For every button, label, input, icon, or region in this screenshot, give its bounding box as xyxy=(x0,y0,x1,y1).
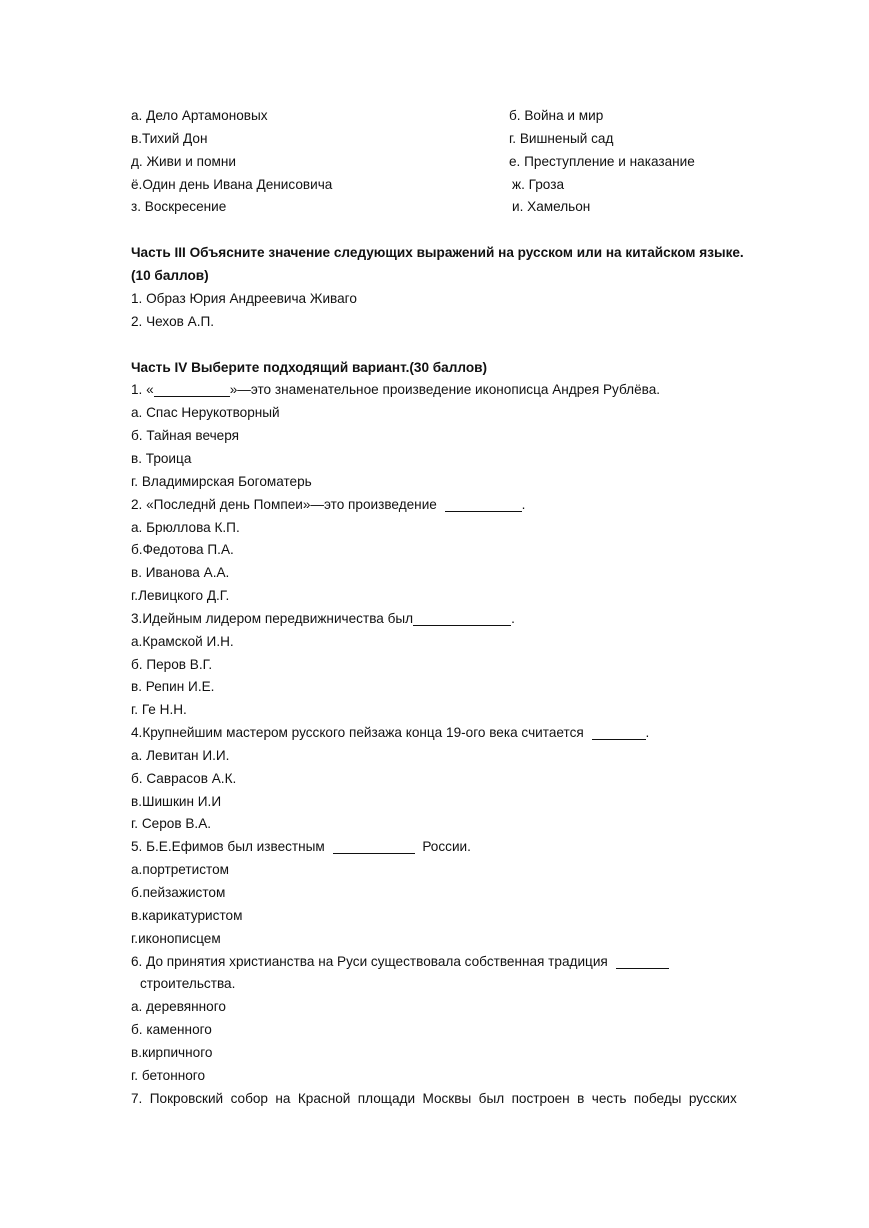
option: б. каменного xyxy=(131,1022,212,1038)
document-page xyxy=(131,105,744,1110)
question-text: России. xyxy=(418,839,471,855)
answer-blank[interactable] xyxy=(445,497,522,512)
option: б. Тайная вечеря xyxy=(131,428,239,444)
option: в.Шишкин И.И xyxy=(131,793,222,809)
word: на xyxy=(275,1090,291,1106)
word: русских xyxy=(688,1090,737,1106)
question-text: 3.Идейным лидером передвижничества был xyxy=(131,610,414,626)
answer-blank[interactable] xyxy=(413,611,511,626)
word: площади xyxy=(357,1090,416,1106)
option-left: в.Тихий Дон xyxy=(131,130,208,146)
question-7 xyxy=(131,1088,737,1111)
option: г.Левицкого Д.Г. xyxy=(131,588,230,604)
question-6-continuation: строительства. xyxy=(140,976,236,992)
question-2 xyxy=(131,494,737,517)
word: Москвы xyxy=(422,1090,472,1106)
answer-blank[interactable] xyxy=(592,725,646,740)
options-row xyxy=(131,151,737,174)
option: а. Левитан И.И. xyxy=(131,747,230,763)
options-row xyxy=(131,174,737,197)
question-text: 1. « xyxy=(131,382,154,398)
option-right: б. Война и мир xyxy=(509,108,604,123)
option-right: ж. Гроза xyxy=(512,176,565,192)
word: собор xyxy=(230,1090,268,1106)
option: г. Владимирская Богоматерь xyxy=(131,473,312,489)
option: б. Саврасов А.К. xyxy=(131,770,237,786)
question-text: 4.Крупнейшим мастером русского пейзажа конца 19-ого века считается xyxy=(131,725,588,741)
word: 7. xyxy=(131,1090,143,1106)
question-3 xyxy=(131,608,737,631)
question-text: . xyxy=(645,725,650,741)
option: г. Ге Н.Н. xyxy=(131,702,187,718)
option-left: ё.Один день Ивана Денисовича xyxy=(131,176,333,192)
option: а.Крамской И.Н. xyxy=(131,633,234,649)
question-5 xyxy=(131,836,737,859)
option: в. Репин И.Е. xyxy=(131,679,215,695)
part3-item: 1. Образ Юрия Андреевича Живаго xyxy=(131,290,357,306)
word: в xyxy=(577,1090,585,1106)
option: г. Серов В.А. xyxy=(131,816,212,832)
part3-points: (10 баллов) xyxy=(131,268,209,284)
option: б.Федотова П.А. xyxy=(131,542,234,558)
option: в. Иванова А.А. xyxy=(131,565,230,581)
option-left: а. Дело Артамоновых xyxy=(131,108,268,123)
question-4 xyxy=(131,722,737,745)
option-right: г. Вишненый сад xyxy=(509,130,614,146)
question-text: 2. «Последнй день Помпеи»—это произведение xyxy=(131,496,441,512)
question-1 xyxy=(131,379,737,402)
word: построен xyxy=(511,1090,570,1106)
answer-blank[interactable] xyxy=(154,382,230,397)
word: был xyxy=(478,1090,505,1106)
option: а. деревянного xyxy=(131,999,226,1015)
option: г. бетонного xyxy=(131,1067,206,1083)
option: б.пейзажистом xyxy=(131,885,226,900)
option: в. Троица xyxy=(131,450,192,466)
option: в.кирпичного xyxy=(131,1044,213,1060)
question-text: 5. Б.Е.Ефимов был известным xyxy=(131,839,329,855)
option-left: з. Воскресение xyxy=(131,199,227,215)
option: а.портретистом xyxy=(131,862,230,878)
option: а. Брюллова К.П. xyxy=(131,519,240,535)
part2-options xyxy=(131,105,737,219)
part3-item: 2. Чехов А.П. xyxy=(131,313,215,329)
answer-blank[interactable] xyxy=(616,954,669,969)
options-row xyxy=(131,128,737,151)
word: Покровский xyxy=(149,1090,224,1106)
question-text: . xyxy=(511,610,515,626)
options-row xyxy=(131,196,737,219)
word: Красной xyxy=(297,1090,351,1106)
option-right: и. Хамельон xyxy=(512,199,591,215)
part4-heading: Часть IV Выберите подходящий вариант.(30 баллов) xyxy=(131,359,488,375)
option: в.карикатуристом xyxy=(131,907,243,923)
question-text: »—это знаменательное произведение иконописца Андрея Рублёва. xyxy=(229,382,661,398)
option: а. Спас Нерукотворный xyxy=(131,405,280,421)
word: победы xyxy=(633,1090,682,1106)
word: честь xyxy=(591,1090,627,1106)
option: г.иконописцем xyxy=(131,930,221,946)
options-row xyxy=(131,105,737,128)
question-6 xyxy=(131,951,737,974)
option-right: е. Преступление и наказание xyxy=(509,153,695,169)
part3-heading: Часть III Объясните значение следующих выражений на русском или на китайском языке. xyxy=(131,245,744,261)
answer-blank[interactable] xyxy=(333,839,415,854)
question-text: 6. До принятия христианства на Руси существовала собственная традиция xyxy=(131,953,612,969)
option-left: д. Живи и помни xyxy=(131,153,236,169)
question-text: . xyxy=(521,496,526,512)
option: б. Перов В.Г. xyxy=(131,656,213,672)
